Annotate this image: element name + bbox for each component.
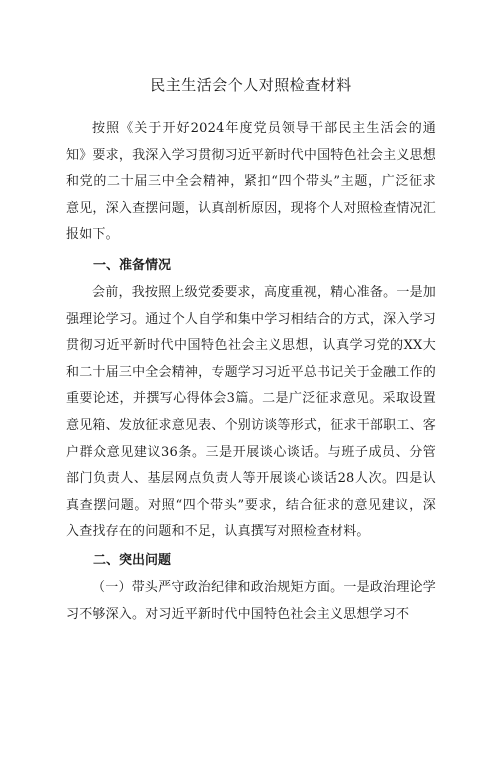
problems-paragraph: （一）带头严守政治纪律和政治规矩方面。一是政治理论学习不够深入。对习近平新时代中国特色社会主义思想学习不	[66, 579, 436, 622]
preparation-paragraph: 会前，我按照上级党委要求，高度重视，精心准备。一是加强理论学习。通过个人自学和集中学习相结合的方式，深入学习贯彻习近平新时代中国特色社会主义思想，认真学习党的XX大和二十届三中全会精神，专题学习习近平总书记关于金融工作的重要论述，并撰写心得体会3篇。二是广泛征求意见。采取设置意见箱、发放征求意见表、个别访谈等形式，征求干部职工、客户群众意见建议36条。三是开展谈心谈话。与班子成员、分管部门负责人、基层网点负责人等开展谈心谈话28人次。四是认真查摆问题。对照“四个带头”要求，结合征求的意见建议，深入查找存在的问题和不足，认真撰写对照检查材料。	[66, 284, 436, 540]
section-heading-preparation: 一、准备情况	[93, 257, 172, 273]
document-title: 民主生活会个人对照检查材料	[150, 76, 352, 94]
section-heading-problems: 二、突出问题	[93, 552, 172, 568]
document-page	[0, 74, 500, 781]
intro-paragraph: 按照《关于开好2024年度党员领导干部民主生活会的通知》要求，我深入学习贯彻习近平新时代中国特色社会主义思想和党的二十届三中全会精神，紧扣“四个带头”主题，广泛征求意见，深入查摆问题，认真剖析原因，现将个人对照检查情况汇报如下。	[66, 121, 436, 243]
